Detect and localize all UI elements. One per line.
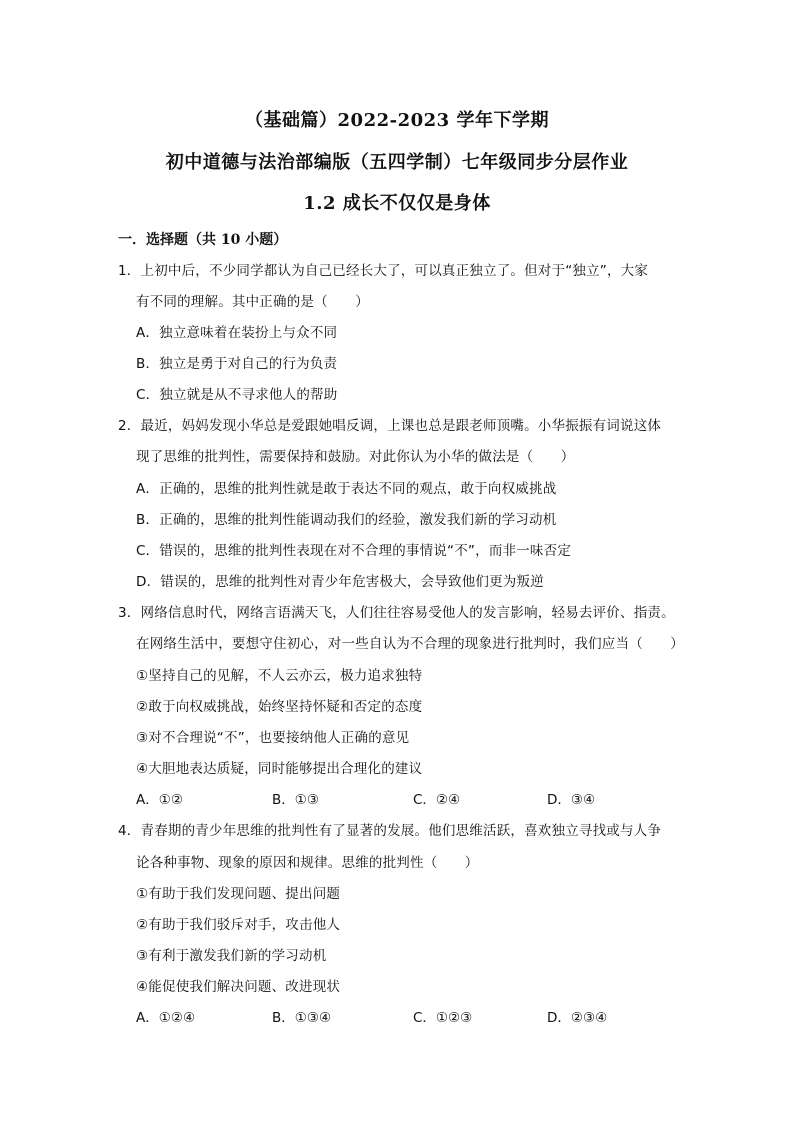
question-1-option-b: B．独立是勇于对自己的行为负责	[136, 356, 338, 372]
question-3-item-3: ③对不合理说“不”，也要接纳他人正确的意见	[136, 730, 410, 746]
question-3-stem-line-1: 3．网络信息时代，网络言语满天飞，人们往往容易受他人的发言影响，轻易去评价、指责。	[118, 605, 675, 621]
question-4-stem-line-2: 论各种事物、现象的原因和规律。思维的批判性（ ）	[136, 855, 479, 871]
question-2-option-d: D．错误的，思维的批判性对青少年危害极大，会导致他们更为叛逆	[136, 574, 544, 590]
question-2-option-c: C．错误的，思维的批判性表现在对不合理的事情说“不”，而非一味否定	[136, 543, 572, 559]
question-1-option-a: A．独立意味着在装扮上与众不同	[136, 325, 338, 341]
title-line-2: 初中道德与法治部编版（五四学制）七年级同步分层作业	[165, 152, 629, 173]
question-3-choice-a: A．①②	[136, 792, 183, 808]
question-2-option-a: A．正确的，思维的批判性就是敢于表达不同的观点，敢于向权威挑战	[136, 481, 557, 497]
question-3-choice-b: B．①③	[272, 792, 319, 808]
question-4-item-3: ③有利于激发我们新的学习动机	[136, 948, 327, 964]
question-2-stem-line-2: 现了思维的批判性，需要保持和鼓励。对此你认为小华的做法是（ ）	[136, 449, 575, 465]
question-3-item-1: ①坚持自己的见解，不人云亦云，极力追求独特	[136, 668, 423, 684]
question-4-choice-c: C．①②③	[413, 1010, 473, 1026]
question-3-item-2: ②敢于向权威挑战，始终坚持怀疑和否定的态度	[136, 699, 423, 715]
question-4-item-2: ②有助于我们驳斥对手，攻击他人	[136, 917, 341, 933]
question-1-option-c: C．独立就是从不寻求他人的帮助	[136, 387, 338, 403]
question-4-choice-d: D．②③④	[547, 1010, 608, 1026]
question-4-item-1: ①有助于我们发现问题、提出问题	[136, 886, 341, 902]
title-line-3: 1.2 成长不仅仅是身体	[303, 193, 491, 214]
question-3-item-4: ④大胆地表达质疑，同时能够提出合理化的建议	[136, 761, 423, 777]
question-1-stem-line-2: 有不同的理解。其中正确的是（ ）	[136, 294, 369, 310]
question-1-stem-line-1: 1．上初中后，不少同学都认为自己已经长大了，可以真正独立了。但对于“独立”，大家	[118, 263, 649, 279]
question-3-choice-c: C．②④	[413, 792, 461, 808]
question-4-choice-b: B．①③④	[272, 1010, 332, 1026]
question-4-choice-a: A．①②④	[136, 1010, 196, 1026]
question-2-option-b: B．正确的，思维的批判性能调动我们的经验，激发我们新的学习动机	[136, 512, 557, 528]
question-4-item-4: ④能促使我们解决问题、改进现状	[136, 979, 341, 995]
question-3-choice-d: D．③④	[547, 792, 596, 808]
question-2-stem-line-1: 2．最近，妈妈发现小华总是爱跟她唱反调，上课也总是跟老师顶嘴。小华振振有词说这体	[118, 418, 662, 434]
question-4-stem-line-1: 4．青春期的青少年思维的批判性有了显著的发展。他们思维活跃，喜欢独立寻找或与人争	[118, 823, 662, 839]
question-3-stem-line-2: 在网络生活中，要想守住初心，对一些自认为不合理的现象进行批判时，我们应当（ ）	[136, 636, 684, 652]
section-heading: 一．选择题（共 10 小题）	[118, 232, 288, 248]
title-line-1: （基础篇）2022-2023 学年下学期	[245, 110, 549, 131]
